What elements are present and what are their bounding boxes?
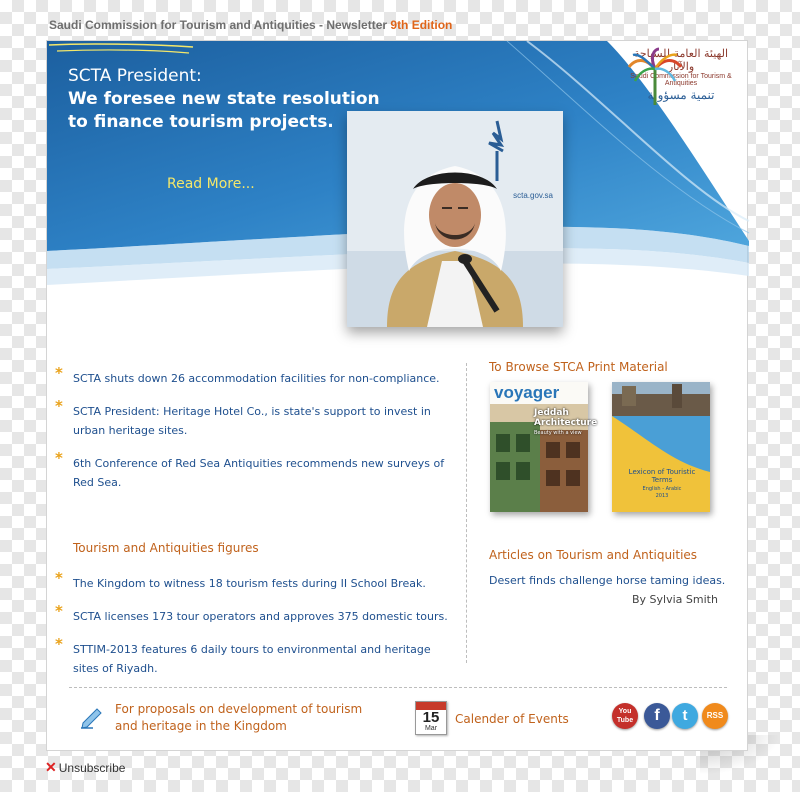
column-divider (466, 363, 467, 663)
twitter-icon[interactable]: t (672, 703, 698, 729)
article-link[interactable]: Desert finds challenge horse taming ideas. (489, 574, 726, 587)
lexicon-subheading: English - Arabic (642, 486, 682, 492)
list-item (55, 569, 455, 591)
proposals-line-2: and heritage in the Kingdom (115, 719, 287, 733)
facebook-icon[interactable]: f (644, 703, 670, 729)
footer-divider (69, 687, 727, 688)
palm-tree-logo-icon (625, 47, 685, 107)
proposals-link[interactable] (115, 701, 362, 735)
list-item (55, 364, 455, 386)
calendar-icon[interactable] (415, 701, 447, 735)
close-icon: ✕ (45, 759, 57, 775)
unsubscribe-link[interactable] (45, 759, 125, 776)
star-bullet-icon: * (55, 364, 63, 382)
hero-banner (47, 41, 749, 341)
read-more-underline (47, 41, 197, 55)
pencil-icon (79, 703, 105, 729)
lexicon-heading: Lexicon of Touristic Terms (628, 468, 696, 484)
newsletter-card (46, 40, 748, 751)
list-item (55, 635, 455, 676)
edition-label: 9th Edition (390, 18, 453, 32)
logo-english-name: Saudi Commission for Tourism & Antiquities (630, 73, 732, 87)
list-item (55, 602, 455, 624)
youtube-icon[interactable]: You Tube (612, 703, 638, 729)
scta-logo (625, 47, 737, 102)
photo-backdrop-text: scta.gov.sa (513, 191, 553, 200)
voyager-brand: voyager (494, 383, 560, 402)
calendar-day: 15 (422, 709, 440, 726)
figures-link[interactable]: SCTA licenses 173 tour operators and approves 375 domestic tours. (73, 610, 448, 623)
read-more-link[interactable]: Read More... (167, 176, 255, 192)
news-list (55, 364, 455, 504)
voyager-subheading: Beauty with a view (534, 430, 582, 436)
proposals-line-1: For proposals on development of tourism (115, 702, 363, 716)
unsubscribe-label: Unsubscribe (58, 761, 126, 775)
voyager-magazine-cover[interactable] (490, 382, 598, 512)
headline-line-2: We foresee new state resolution (68, 89, 380, 109)
president-photo (347, 111, 563, 327)
star-bullet-icon: * (55, 569, 63, 587)
star-bullet-icon: * (55, 449, 63, 467)
headline (68, 65, 380, 134)
newsletter-title-text: Saudi Commission for Tourism and Antiquities - Newsletter (49, 18, 388, 32)
lexicon-year: 2013 (655, 493, 669, 499)
article-author: By Sylvia Smith (632, 593, 718, 606)
logo-arabic-name: الهيئة العامة للسياحة والآثار (633, 47, 729, 73)
headline-line-1: SCTA President: (68, 66, 202, 86)
voyager-heading: Jeddah Architecture (534, 408, 598, 428)
calendar-of-events-link[interactable]: Calender of Events (455, 712, 569, 726)
list-item (55, 449, 455, 490)
calendar-month: Mar (424, 725, 438, 732)
print-material-title: To Browse STCA Print Material (489, 360, 668, 374)
figures-link[interactable]: The Kingdom to witness 18 tourism fests during II School Break. (73, 577, 426, 590)
logo-arabic-slogan: تنمية مسؤولة (647, 88, 715, 102)
news-link[interactable]: SCTA shuts down 26 accommodation facilities for non-compliance. (73, 372, 440, 385)
articles-section-title: Articles on Tourism and Antiquities (489, 548, 698, 562)
list-item (55, 397, 455, 438)
star-bullet-icon: * (55, 602, 63, 620)
figures-link[interactable]: STTIM-2013 features 6 daily tours to environmental and heritage sites of Riyadh. (73, 643, 431, 675)
figures-section-title: Tourism and Antiquities figures (73, 541, 259, 555)
star-bullet-icon: * (55, 635, 63, 653)
newsletter-title (49, 18, 452, 32)
rss-icon[interactable]: RSS (702, 703, 728, 729)
star-bullet-icon: * (55, 397, 63, 415)
news-link[interactable]: SCTA President: Heritage Hotel Co., is state's support to invest in urban heritage sites. (73, 405, 431, 437)
news-link[interactable]: 6th Conference of Red Sea Antiquities recommends new surveys of Red Sea. (73, 457, 445, 489)
president-portrait (347, 111, 563, 327)
figures-list (55, 569, 455, 690)
headline-line-3: to finance tourism projects. (68, 112, 334, 132)
lexicon-booklet-cover[interactable] (612, 382, 710, 512)
